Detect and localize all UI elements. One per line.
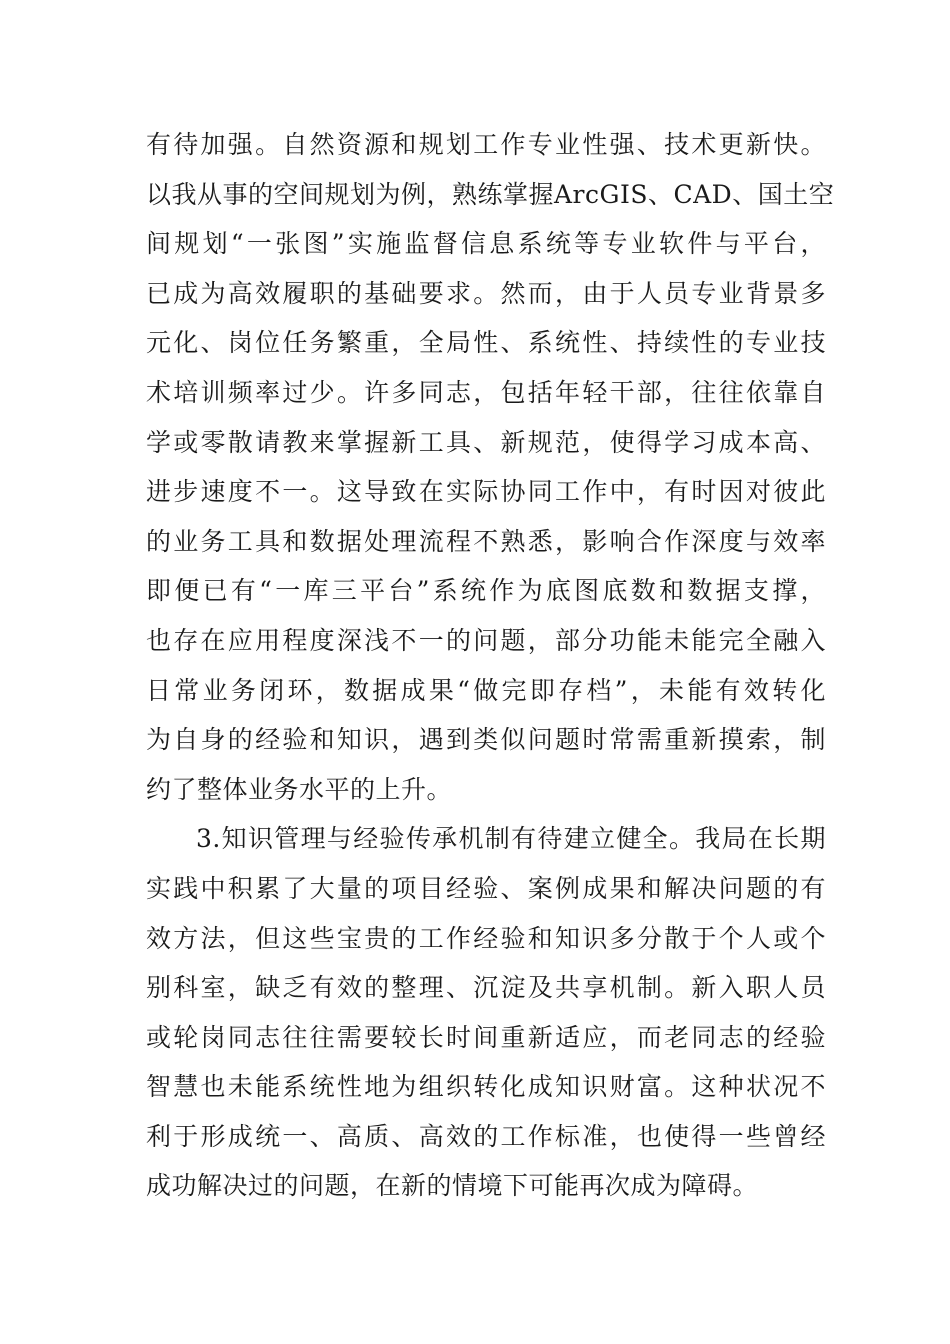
text-line: 或轮岗同志往往需要较长时间重新适应，而老同志的经验 [146,1022,826,1052]
text-line: 约了整体业务水平的上升。 [146,774,453,804]
text-line: 实践中积累了大量的项目经验、案例成果和解决问题的有 [146,873,826,903]
text-line: 日常业务闭环，数据成果“做完即存档”，未能有效转化 [146,675,826,705]
text-line: 术培训频率过少。许多同志，包括年轻干部，往往依靠自 [146,377,826,407]
text-line: 已成为高效履职的基础要求。然而，由于人员专业背景多 [146,278,826,308]
text-line: 以我从事的空间规划为例，熟练掌握ArcGIS、CAD、国土空 [146,179,835,209]
text-line: 间规划“一张图”实施监督信息系统等专业软件与平台， [146,229,826,259]
text-line: 有待加强。自然资源和规划工作专业性强、技术更新快。 [146,130,826,159]
text-line: 为自身的经验和知识，遇到类似问题时常需重新摸索，制 [146,725,826,755]
paragraph-1 [146,120,835,814]
text-line: 效方法，但这些宝贵的工作经验和知识多分散于个人或个 [146,923,826,953]
paragraph-2 [146,814,826,1211]
text-line: 智慧也未能系统性地为组织转化成知识财富。这种状况不 [146,1072,826,1102]
text-line: 利于形成统一、高质、高效的工作标准，也使得一些曾经 [146,1121,826,1151]
text-line: 学或零散请教来掌握新工具、新规范，使得学习成本高、 [146,427,826,457]
text-line: 别科室，缺乏有效的整理、沉淀及共享机制。新入职人员 [146,973,826,1003]
text-line: 进步速度不一。这导致在实际协同工作中，有时因对彼此 [146,477,826,507]
text-line: 元化、岗位任务繁重，全局性、系统性、持续性的专业技 [146,328,826,358]
text-line: 的业务工具和数据处理流程不熟悉，影响合作深度与效率 [146,526,826,556]
text-line: 3.知识管理与经验传承机制有待建立健全。我局在长期 [196,824,826,854]
body-text [146,120,835,1211]
text-line: 也存在应用程度深浅不一的问题，部分功能未能完全融入 [146,625,826,655]
text-line: 成功解决过的问题，在新的情境下可能再次成为障碍。 [146,1171,759,1201]
text-line: 即便已有“一库三平台”系统作为底图底数和数据支撑， [146,576,826,606]
